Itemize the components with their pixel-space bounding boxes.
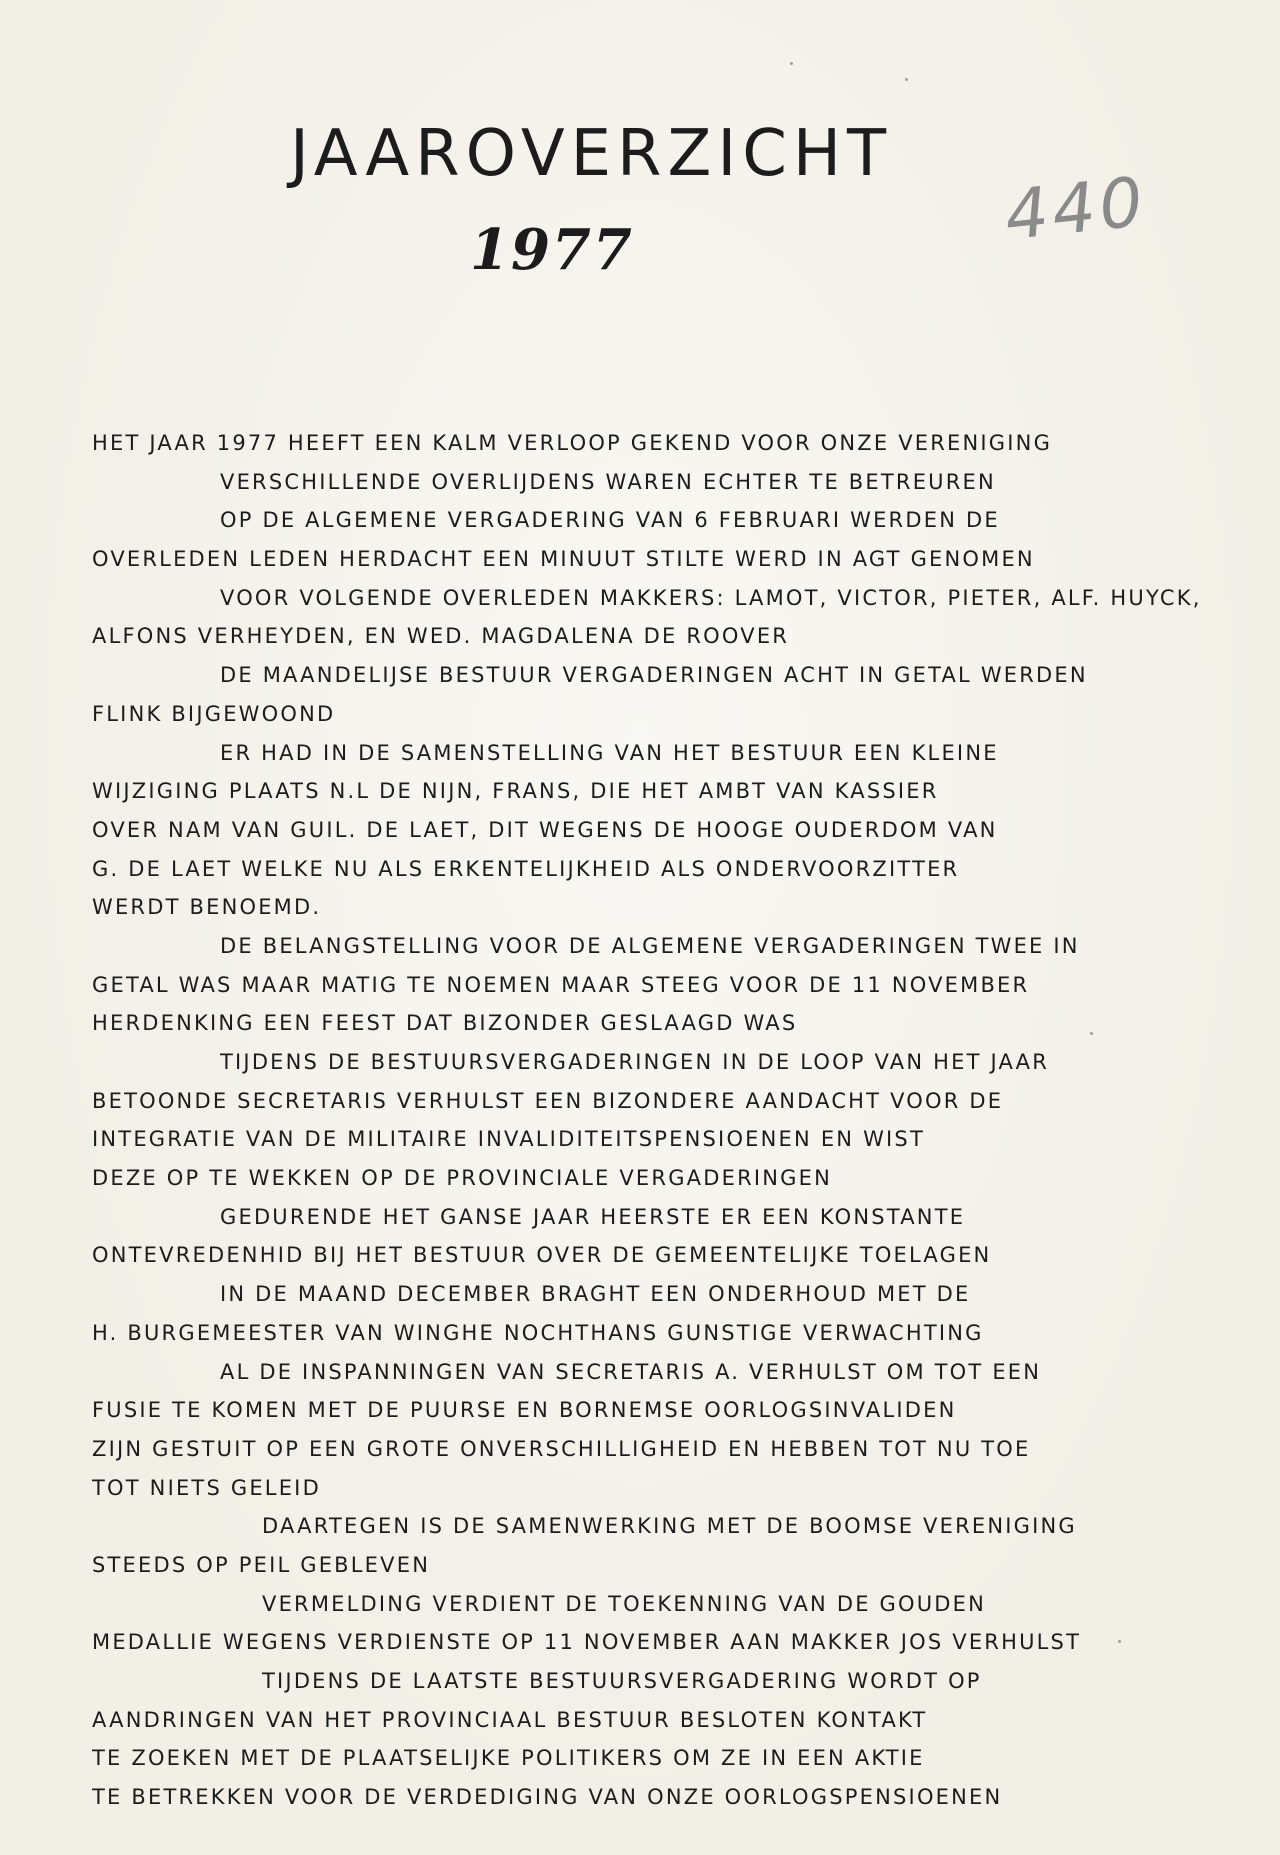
text-line: DAARTEGEN IS DE SAMENWERKING MET DE BOOMSE VERENIGING — [262, 1514, 1077, 1539]
document-year: 1977 — [470, 217, 634, 283]
text-line: VOOR VOLGENDE OVERLEDEN MAKKERS: LAMOT, VICTOR, PIETER, ALF. HUYCK, — [220, 585, 1202, 610]
paper-speck — [905, 78, 908, 81]
text-line: TIJDENS DE BESTUURSVERGADERINGEN IN DE LOOP VAN HET JAAR — [220, 1050, 1050, 1074]
text-line: DE MAANDELIJSE BESTUUR VERGADERINGEN ACHT IN GETAL WERDEN — [220, 663, 1088, 688]
text-line: VERSCHILLENDE OVERLIJDENS WAREN ECHTER TE BETREUREN — [220, 469, 996, 494]
text-line: ZIJN GESTUIT OP EEN GROTE ONVERSCHILLIGHEID EN HEBBEN TOT NU TOE — [92, 1436, 1031, 1461]
text-line: MEDALLIE WEGENS VERDIENSTE OP 11 NOVEMBER AAN MAKKER JOS VERHULST — [92, 1630, 1082, 1655]
text-line: ALFONS VERHEYDEN, EN WED. MAGDALENA DE ROOVER — [92, 624, 790, 649]
text-line: INTEGRATIE VAN DE MILITAIRE INVALIDITEITSPENSIOENEN EN WIST — [92, 1127, 925, 1152]
text-line: OVER NAM VAN GUIL. DE LAET, DIT WEGENS DE HOOGE OUDERDOM VAN — [92, 817, 998, 842]
text-line: OVERLEDEN LEDEN HERDACHT EEN MINUUT STILTE WERD IN AGT GENOMEN — [92, 547, 1035, 572]
text-line: AL DE INSPANNINGEN VAN SECRETARIS A. VERHULST OM TOT EEN — [220, 1359, 1042, 1384]
text-line: H. BURGEMEESTER VAN WINGHE NOCHTHANS GUNSTIGE VERWACHTING — [92, 1320, 984, 1345]
text-line: FUSIE TE KOMEN MET DE PUURSE EN BORNEMSE OORLOGSINVALIDEN — [92, 1398, 957, 1423]
text-line: TOT NIETS GELEID — [92, 1475, 321, 1500]
paper-speck — [790, 62, 793, 65]
text-line: TIJDENS DE LAATSTE BESTUURSVERGADERING WORDT OP — [262, 1669, 982, 1693]
text-line: GEDURENDE HET GANSE JAAR HEERSTE ER EEN KONSTANTE — [220, 1204, 966, 1229]
text-line: BETOONDE SECRETARIS VERHULST EEN BIZONDERE AANDACHT VOOR DE — [92, 1088, 1004, 1113]
text-line: STEEDS OP PEIL GEBLEVEN — [92, 1552, 431, 1577]
text-line: DEZE OP TE WEKKEN OP DE PROVINCIALE VERGADERINGEN — [92, 1166, 833, 1191]
text-line: GETAL WAS MAAR MATIG TE NOEMEN MAAR STEEG VOOR DE 11 NOVEMBER — [92, 972, 1030, 997]
text-line: HERDENKING EEN FEEST DAT BIZONDER GESLAAGD WAS — [92, 1011, 798, 1036]
text-line: WERDT BENOEMD. — [92, 895, 322, 920]
text-line: G. DE LAET WELKE NU ALS ERKENTELIJKHEID ALS ONDERVOORZITTER — [92, 856, 960, 881]
text-line: FLINK BIJGEWOOND — [92, 701, 336, 726]
document-title: JAAROVERZICHT — [290, 117, 893, 191]
text-line: IN DE MAAND DECEMBER BRAGHT EEN ONDERHOUD MET DE — [220, 1282, 971, 1307]
text-line: ONTEVREDENHID BIJ HET BESTUUR OVER DE GEMEENTELIJKE TOELAGEN — [92, 1243, 992, 1268]
report-body — [92, 424, 1262, 1817]
text-line: TE ZOEKEN MET DE PLAATSELIJKE POLITIKERS OM ZE IN EEN AKTIE — [92, 1746, 925, 1771]
text-line: ER HAD IN DE SAMENSTELLING VAN HET BESTUUR EEN KLEINE — [220, 740, 999, 765]
text-line: VERMELDING VERDIENT DE TOEKENNING VAN DE GOUDEN — [262, 1591, 987, 1616]
archive-number: 440 — [1001, 162, 1151, 257]
text-line: HET JAAR 1977 HEEFT EEN KALM VERLOOP GEKEND VOOR ONZE VERENIGING — [92, 431, 1053, 455]
text-line: TE BETREKKEN VOOR DE VERDEDIGING VAN ONZE OORLOGSPENSIOENEN — [92, 1785, 1003, 1810]
text-line: AANDRINGEN VAN HET PROVINCIAAL BESTUUR BESLOTEN KONTAKT — [92, 1707, 928, 1732]
text-line: OP DE ALGEMENE VERGADERING VAN 6 FEBRUARI WERDEN DE — [220, 508, 1000, 533]
text-line: WIJZIGING PLAATS N.L DE NIJN, FRANS, DIE HET AMBT VAN KASSIER — [92, 779, 939, 804]
text-line: DE BELANGSTELLING VOOR DE ALGEMENE VERGADERINGEN TWEE IN — [220, 933, 1080, 958]
